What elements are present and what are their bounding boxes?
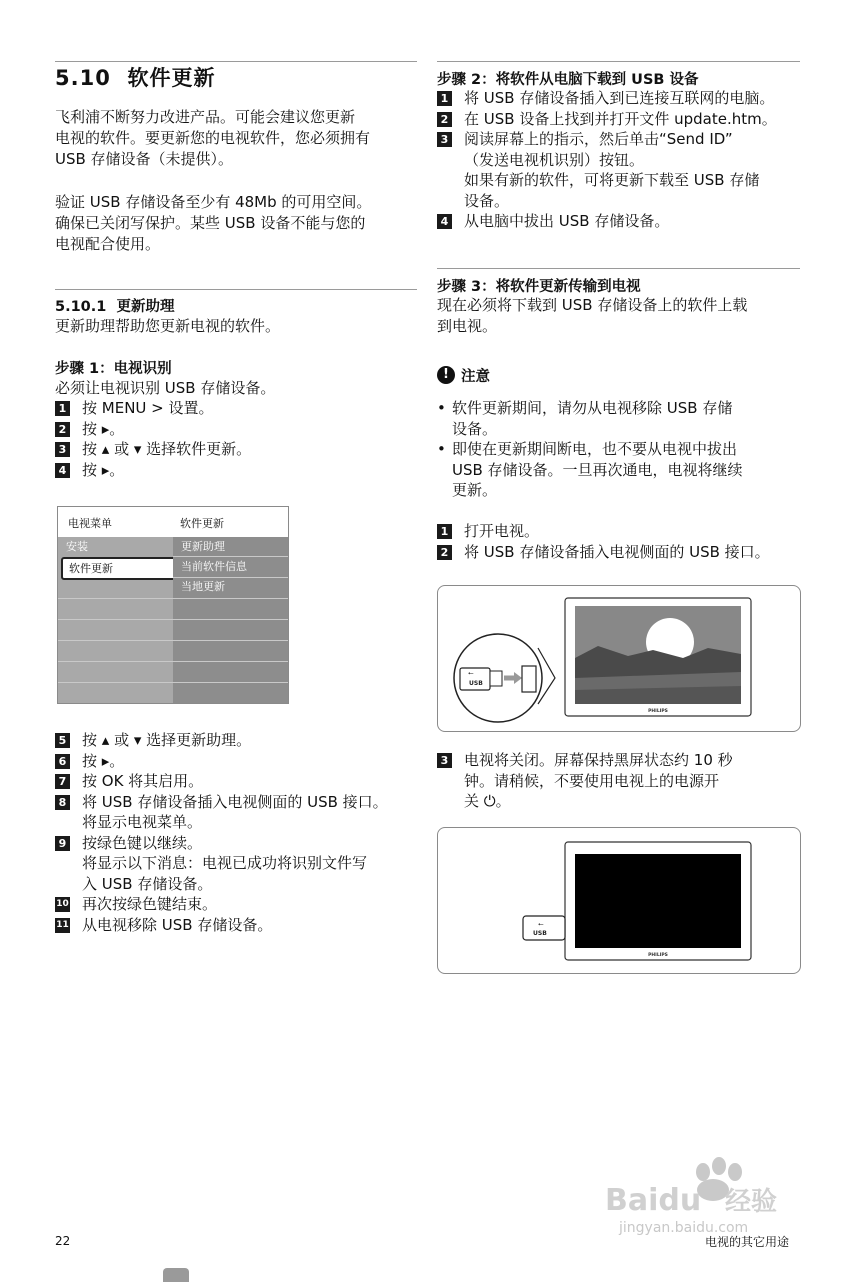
list-item: • 软件更新期间，请勿从电视移除 USB 存储 设备。	[437, 398, 800, 439]
subsection-rule	[55, 289, 417, 290]
list-item: 4 从电脑中拔出 USB 存储设备。	[437, 211, 800, 232]
usb-port	[522, 666, 536, 692]
list-item: 1 打开电视。	[437, 521, 800, 542]
svg-text:Baidu: Baidu	[605, 1183, 702, 1218]
usb-symbol-icon: ⭠	[468, 669, 474, 677]
list-item: 10 再次按绿色键结束。	[56, 895, 218, 913]
step2-list	[437, 88, 800, 232]
menu-item-current-software-info: 当前软件信息	[181, 560, 247, 573]
step3-list-continued	[437, 750, 800, 812]
list-item: 3 按 ▴ 或 ▾ 选择软件更新。	[55, 439, 417, 460]
list-item: 3 电视将关闭。屏幕保持黑屏状态约 10 秒 钟。请稍候，不要使用电视上的电源开 关 ⏻。	[437, 750, 800, 812]
tv-usb-illustration	[438, 586, 800, 731]
right-top-rule	[437, 61, 800, 62]
step3-list	[437, 521, 800, 562]
list-item: 8 将 USB 存储设备插入电视侧面的 USB 接口。 将显示电视菜单。	[55, 792, 417, 833]
usb-label: USB	[469, 680, 483, 687]
footer-chapter: 电视的其它用途	[705, 1235, 790, 1249]
step1-list-continued	[55, 730, 417, 935]
menu-item-local-update: 当地更新	[181, 580, 225, 593]
section-number: 5.10	[55, 66, 111, 90]
list-item: 1 按 MENU > 设置。	[55, 398, 417, 419]
step3-desc: 现在必须将下载到 USB 存储设备上的软件上载 到电视。	[437, 296, 748, 335]
menu-item-software-update-selected: 软件更新	[61, 557, 183, 580]
subsection-heading: 5.10.1 更新助理	[55, 299, 175, 315]
menu-header-left: 电视菜单	[68, 517, 112, 530]
page-number: 22	[55, 1234, 71, 1248]
notice-bullets	[437, 398, 800, 501]
menu-header	[58, 507, 288, 536]
usb-insert-figure	[437, 585, 801, 732]
usb-label: USB	[533, 930, 547, 937]
tv-menu-figure	[57, 506, 289, 704]
menu-item-install: 安装	[66, 540, 88, 553]
baidu-watermark-logo	[585, 1150, 805, 1240]
intro-paragraph-1: 飞利浦不断努力改进产品。可能会建议您更新 电视的软件。要更新您的电视软件，您必须拥有 USB 存储设备（未提供）。	[55, 108, 371, 168]
list-item: 3 阅读屏幕上的指示，然后单击“Send ID” （发送电视机识别）按钮。 如果有新的软件，可将更新下载至 USB 存储 设备。	[437, 129, 800, 211]
list-item: 5 按 ▴ 或 ▾ 选择更新助理。	[55, 730, 417, 751]
step1-desc: 必须让电视识别 USB 存储设备。	[55, 379, 276, 397]
svg-text:jingyan.baidu.com: jingyan.baidu.com	[619, 1220, 749, 1236]
tv-black-screen-figure	[437, 827, 801, 974]
list-item: 2 按 ▸。	[55, 419, 417, 440]
list-item: 4 按 ▸。	[55, 460, 417, 481]
subsection-desc: 更新助理帮助您更新电视的软件。	[55, 317, 281, 335]
warning-icon: !	[437, 366, 455, 384]
menu-body	[58, 537, 288, 703]
section-title-text: 软件更新	[127, 66, 216, 90]
list-item: 2 在 USB 设备上找到并打开文件 update.htm。	[437, 109, 800, 130]
notice-title: 注意	[461, 369, 490, 385]
list-item: 1 将 USB 存储设备插入到已连接互联网的电脑。	[437, 88, 800, 109]
step2-title: 步骤 2：将软件从电脑下载到 USB 设备	[437, 72, 699, 88]
tv-black-illustration	[438, 828, 800, 973]
intro-paragraph-2: 验证 USB 存储设备至少有 48Mb 的可用空间。 确保已关闭写保护。某些 USB 设备不能与您的 电视配合使用。	[55, 193, 372, 253]
list-item: 11 从电视移除 USB 存储设备。	[56, 915, 273, 934]
list-item: • 即使在更新期间断电，也不要从电视中拔出 USB 存储设备。一旦再次通电，电视将继续 更新。	[437, 439, 800, 501]
tv-screen-black	[575, 854, 741, 948]
menu-item-update-assistant: 更新助理	[181, 540, 225, 553]
usb-symbol-icon: ⭠	[538, 920, 544, 928]
step1-title: 步骤 1：电视识别	[55, 361, 172, 377]
section-title	[55, 62, 215, 92]
step3-rule	[437, 268, 800, 269]
menu-header-right: 软件更新	[180, 517, 224, 530]
svg-text:经验: 经验	[725, 1187, 778, 1217]
list-item: 2 将 USB 存储设备插入电视侧面的 USB 接口。	[437, 542, 800, 563]
step1-list	[55, 398, 417, 480]
list-item: 6 按 ▸。	[55, 751, 417, 772]
philips-logo: PHILIPS	[648, 709, 668, 714]
step3-title: 步骤 3：将软件更新传输到电视	[437, 279, 641, 295]
list-item: 9 按绿色键以继续。 将显示以下消息：电视已成功将识别文件写 入 USB 存储设备。	[55, 833, 417, 895]
list-item: 7 按 OK 将其启用。	[55, 771, 417, 792]
philips-logo: PHILIPS	[648, 953, 668, 958]
